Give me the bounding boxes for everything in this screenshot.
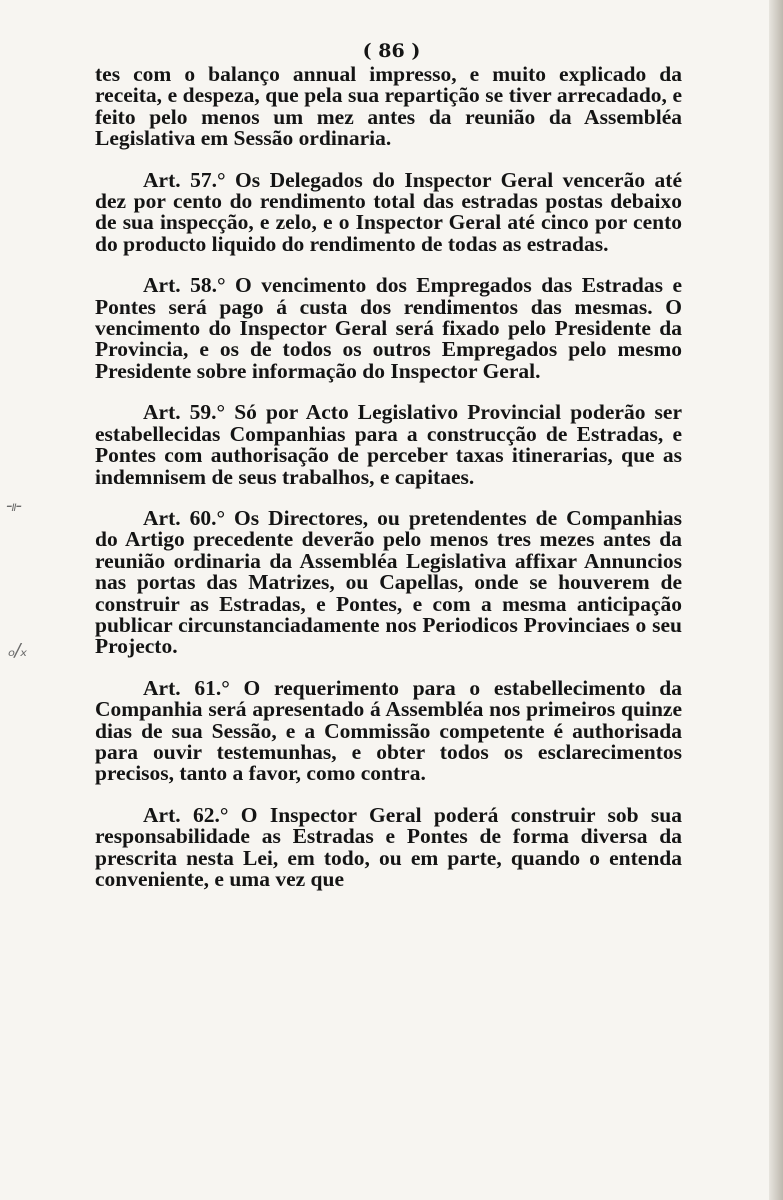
body-text <box>95 64 682 910</box>
margin-annotation: -ₗₗ- <box>6 495 21 516</box>
page-edge-shadow <box>769 0 783 1200</box>
article-57: Art. 57.° Os Delegados do Inspector Geral vencerão até dez por cento do rendimento total das estradas postas debaixo de sua inspecção, e zelo, e o Inspector Geral até cinco por cento do producto liquido do rendimento de todas as estradas. <box>95 167 682 256</box>
article-60: Art. 60.° Os Directores, ou pretendentes de Companhias do Artigo precedente deverão pelo menos tres mezes antes da reunião ordinaria da Assembléa Legislativa affixar Annuncios nas portas das Matrizes, ou Capellas, onde se houverem de construir as Estradas, e Pontes, e com a mesma anticipação publicar circunstanciadamente nos Periodicos Provinciaes o seu Projecto. <box>95 505 682 659</box>
margin-annotation: ₒ/ₓ <box>8 640 27 661</box>
paragraph-continuation: tes com o balanço annual impresso, e muito explicado da receita, e despeza, que pela sua repartição se tiver arrecadado, e feito pelo menos um mez antes da reunião da Assembléa Legislativa em Sessão ordinaria. <box>95 62 682 151</box>
article-59: Art. 59.° Só por Acto Legislativo Provincial poderão ser estabellecidas Companhias para a construcção de Estradas, e Pontes com authorisação de perceber taxas itinerarias, que as indemnisem de seus trabalhos, e capitaes. <box>95 400 682 489</box>
page-number: ( 86 ) <box>362 40 421 62</box>
article-61: Art. 61.° O requerimento para o estabellecimento da Companhia será apresentado á Assembléa nos primeiros quinze dias de sua Sessão, e a Commissão competente é authorisada para ouvir testemunhas, e obter todos os esclarecimentos precisos, tanto a favor, como contra. <box>95 675 682 786</box>
article-62: Art. 62.° O Inspector Geral poderá construir sob sua responsabilidade as Estradas e Pontes de forma diversa da prescrita nesta Lei, em todo, ou em parte, quando o entenda conveniente, e uma vez que <box>95 802 682 891</box>
article-58: Art. 58.° O vencimento dos Empregados das Estradas e Pontes será pago á custa dos rendimentos das mesmas. O vencimento do Inspector Geral será fixado pelo Presidente da Provincia, e os de todos os outros Empregados pelo mesmo Presidente sobre informação do Inspector Geral. <box>95 273 682 383</box>
